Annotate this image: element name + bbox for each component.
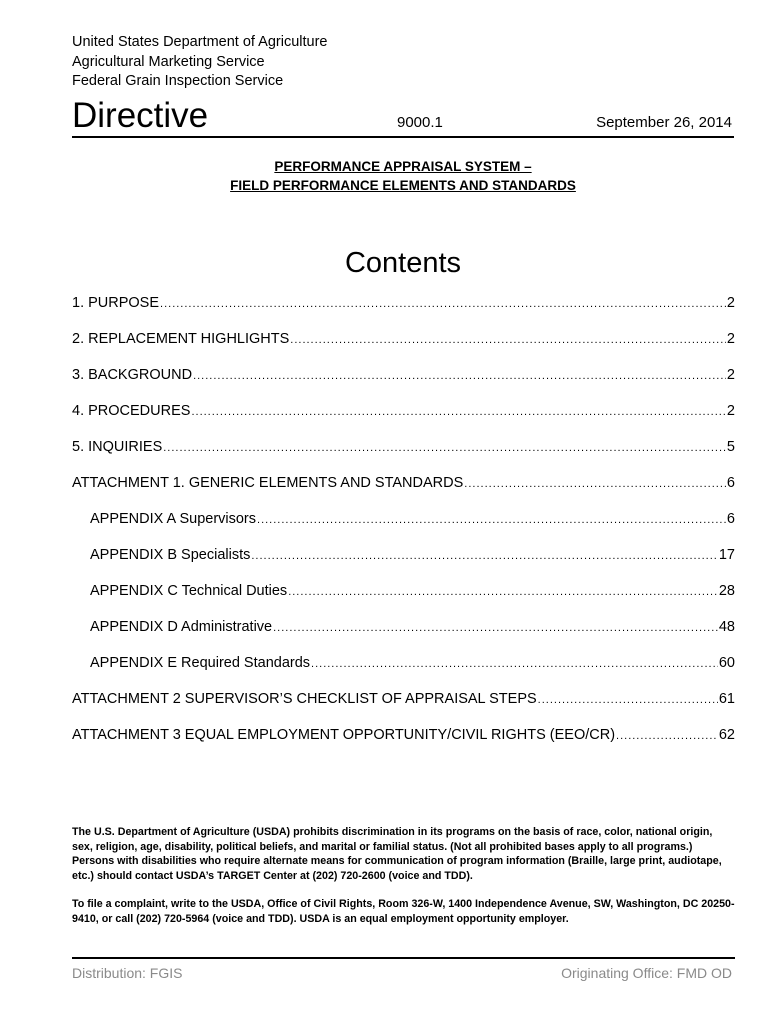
- notice-paragraph-complaint: To file a complaint, write to the USDA, Office of Civil Rights, Room 326-W, 1400 Independence Avenue, SW, Washington, DC 20250-9410, or call (202) 720-5964 (voice and TDD). USDA is an equal employment opportunity employer.: [72, 898, 735, 925]
- toc-page-number: 28: [718, 583, 735, 599]
- toc-entry-appendix-b[interactable]: [72, 547, 735, 583]
- toc-leader: [191, 406, 725, 418]
- toc-label: APPENDIX A Supervisors: [90, 511, 257, 527]
- toc-page-number: 2: [726, 331, 735, 347]
- toc-page-number: 2: [726, 367, 735, 383]
- toc-page-number: 62: [718, 727, 735, 743]
- toc-label: APPENDIX B Specialists: [90, 547, 251, 563]
- directive-number: 9000.1: [397, 114, 443, 131]
- toc-entry-background[interactable]: [72, 367, 735, 403]
- toc-leader: [290, 334, 726, 346]
- toc-entry-attachment-1[interactable]: [72, 475, 735, 511]
- toc-entry-appendix-e[interactable]: [72, 655, 735, 691]
- toc-leader: [163, 442, 726, 454]
- doc-type-title: Directive: [72, 96, 209, 135]
- toc-page-number: 6: [726, 475, 735, 491]
- toc-page-number: 2: [726, 403, 735, 419]
- toc-page-number: 5: [726, 439, 735, 455]
- agency-line-inspection: Federal Grain Inspection Service: [72, 73, 284, 89]
- toc-leader: [311, 658, 718, 670]
- toc-leader: [251, 550, 717, 562]
- subject-heading: [72, 157, 734, 195]
- toc-page-number: 6: [726, 511, 735, 527]
- directive-header: [72, 96, 734, 138]
- toc-entry-appendix-c[interactable]: [72, 583, 735, 619]
- toc-label: 3. BACKGROUND: [72, 367, 193, 383]
- agency-line-department: United States Department of Agriculture: [72, 34, 328, 50]
- toc-entry-procedures[interactable]: [72, 403, 735, 439]
- toc-label: 5. INQUIRIES: [72, 439, 163, 455]
- toc-entry-appendix-a[interactable]: [72, 511, 735, 547]
- toc-entry-purpose[interactable]: [72, 295, 735, 331]
- toc-label: 4. PROCEDURES: [72, 403, 191, 419]
- toc-page-number: 17: [718, 547, 735, 563]
- toc-entry-attachment-2[interactable]: [72, 691, 735, 727]
- toc-label: 1. PURPOSE: [72, 295, 160, 311]
- toc-leader: [273, 622, 718, 634]
- toc-entry-inquiries[interactable]: [72, 439, 735, 475]
- subject-line-2: FIELD PERFORMANCE ELEMENTS AND STANDARDS: [230, 178, 576, 193]
- toc-page-number: 48: [718, 619, 735, 635]
- footer-divider: [72, 957, 735, 959]
- toc-leader: [257, 514, 726, 526]
- distribution-label: Distribution: FGIS: [72, 965, 183, 981]
- toc-page-number: 2: [726, 295, 735, 311]
- toc-label: APPENDIX D Administrative: [90, 619, 273, 635]
- toc-leader: [193, 370, 726, 382]
- toc-label: APPENDIX E Required Standards: [90, 655, 311, 671]
- agency-line-service: Agricultural Marketing Service: [72, 53, 265, 70]
- toc-leader: [288, 586, 718, 598]
- toc-leader: [538, 694, 718, 706]
- toc-leader: [160, 298, 726, 310]
- table-of-contents: [72, 295, 735, 763]
- toc-entry-replacement-highlights[interactable]: [72, 331, 735, 367]
- agency-block: [72, 33, 328, 92]
- contents-title: Contents: [344, 247, 462, 279]
- toc-entry-attachment-3[interactable]: [72, 727, 735, 763]
- subject-line-1: PERFORMANCE APPRAISAL SYSTEM –: [274, 159, 532, 174]
- toc-page-number: 61: [718, 691, 735, 707]
- notice-paragraph-discrimination: The U.S. Department of Agriculture (USDA) prohibits discrimination in its programs on the basis of race, color, national origin, sex, religion, age, disability, political beliefs, and marital or familial status. (Not all prohibited bases apply to all programs.) Persons with disabilities who require alternate means for communication of program information (Braille, large print, audiotape, etc.) should contact USDA’s TARGET Center at (202) 720-2600 (voice and TDD).: [72, 826, 722, 882]
- toc-label: ATTACHMENT 3 EQUAL EMPLOYMENT OPPORTUNITY/CIVIL RIGHTS (EEO/CR): [72, 727, 616, 743]
- toc-leader: [616, 730, 718, 742]
- toc-label: 2. REPLACEMENT HIGHLIGHTS: [72, 331, 290, 347]
- originating-office-label: Originating Office: FMD OD: [561, 965, 732, 981]
- toc-label: ATTACHMENT 1. GENERIC ELEMENTS AND STANDARDS: [72, 475, 464, 491]
- nondiscrimination-notice: [72, 825, 736, 941]
- toc-label: APPENDIX C Technical Duties: [90, 583, 288, 599]
- toc-entry-appendix-d[interactable]: [72, 619, 735, 655]
- toc-leader: [464, 478, 726, 490]
- toc-page-number: 60: [718, 655, 735, 671]
- directive-date: September 26, 2014: [596, 114, 732, 131]
- toc-label: ATTACHMENT 2 SUPERVISOR’S CHECKLIST OF APPRAISAL STEPS: [72, 691, 537, 707]
